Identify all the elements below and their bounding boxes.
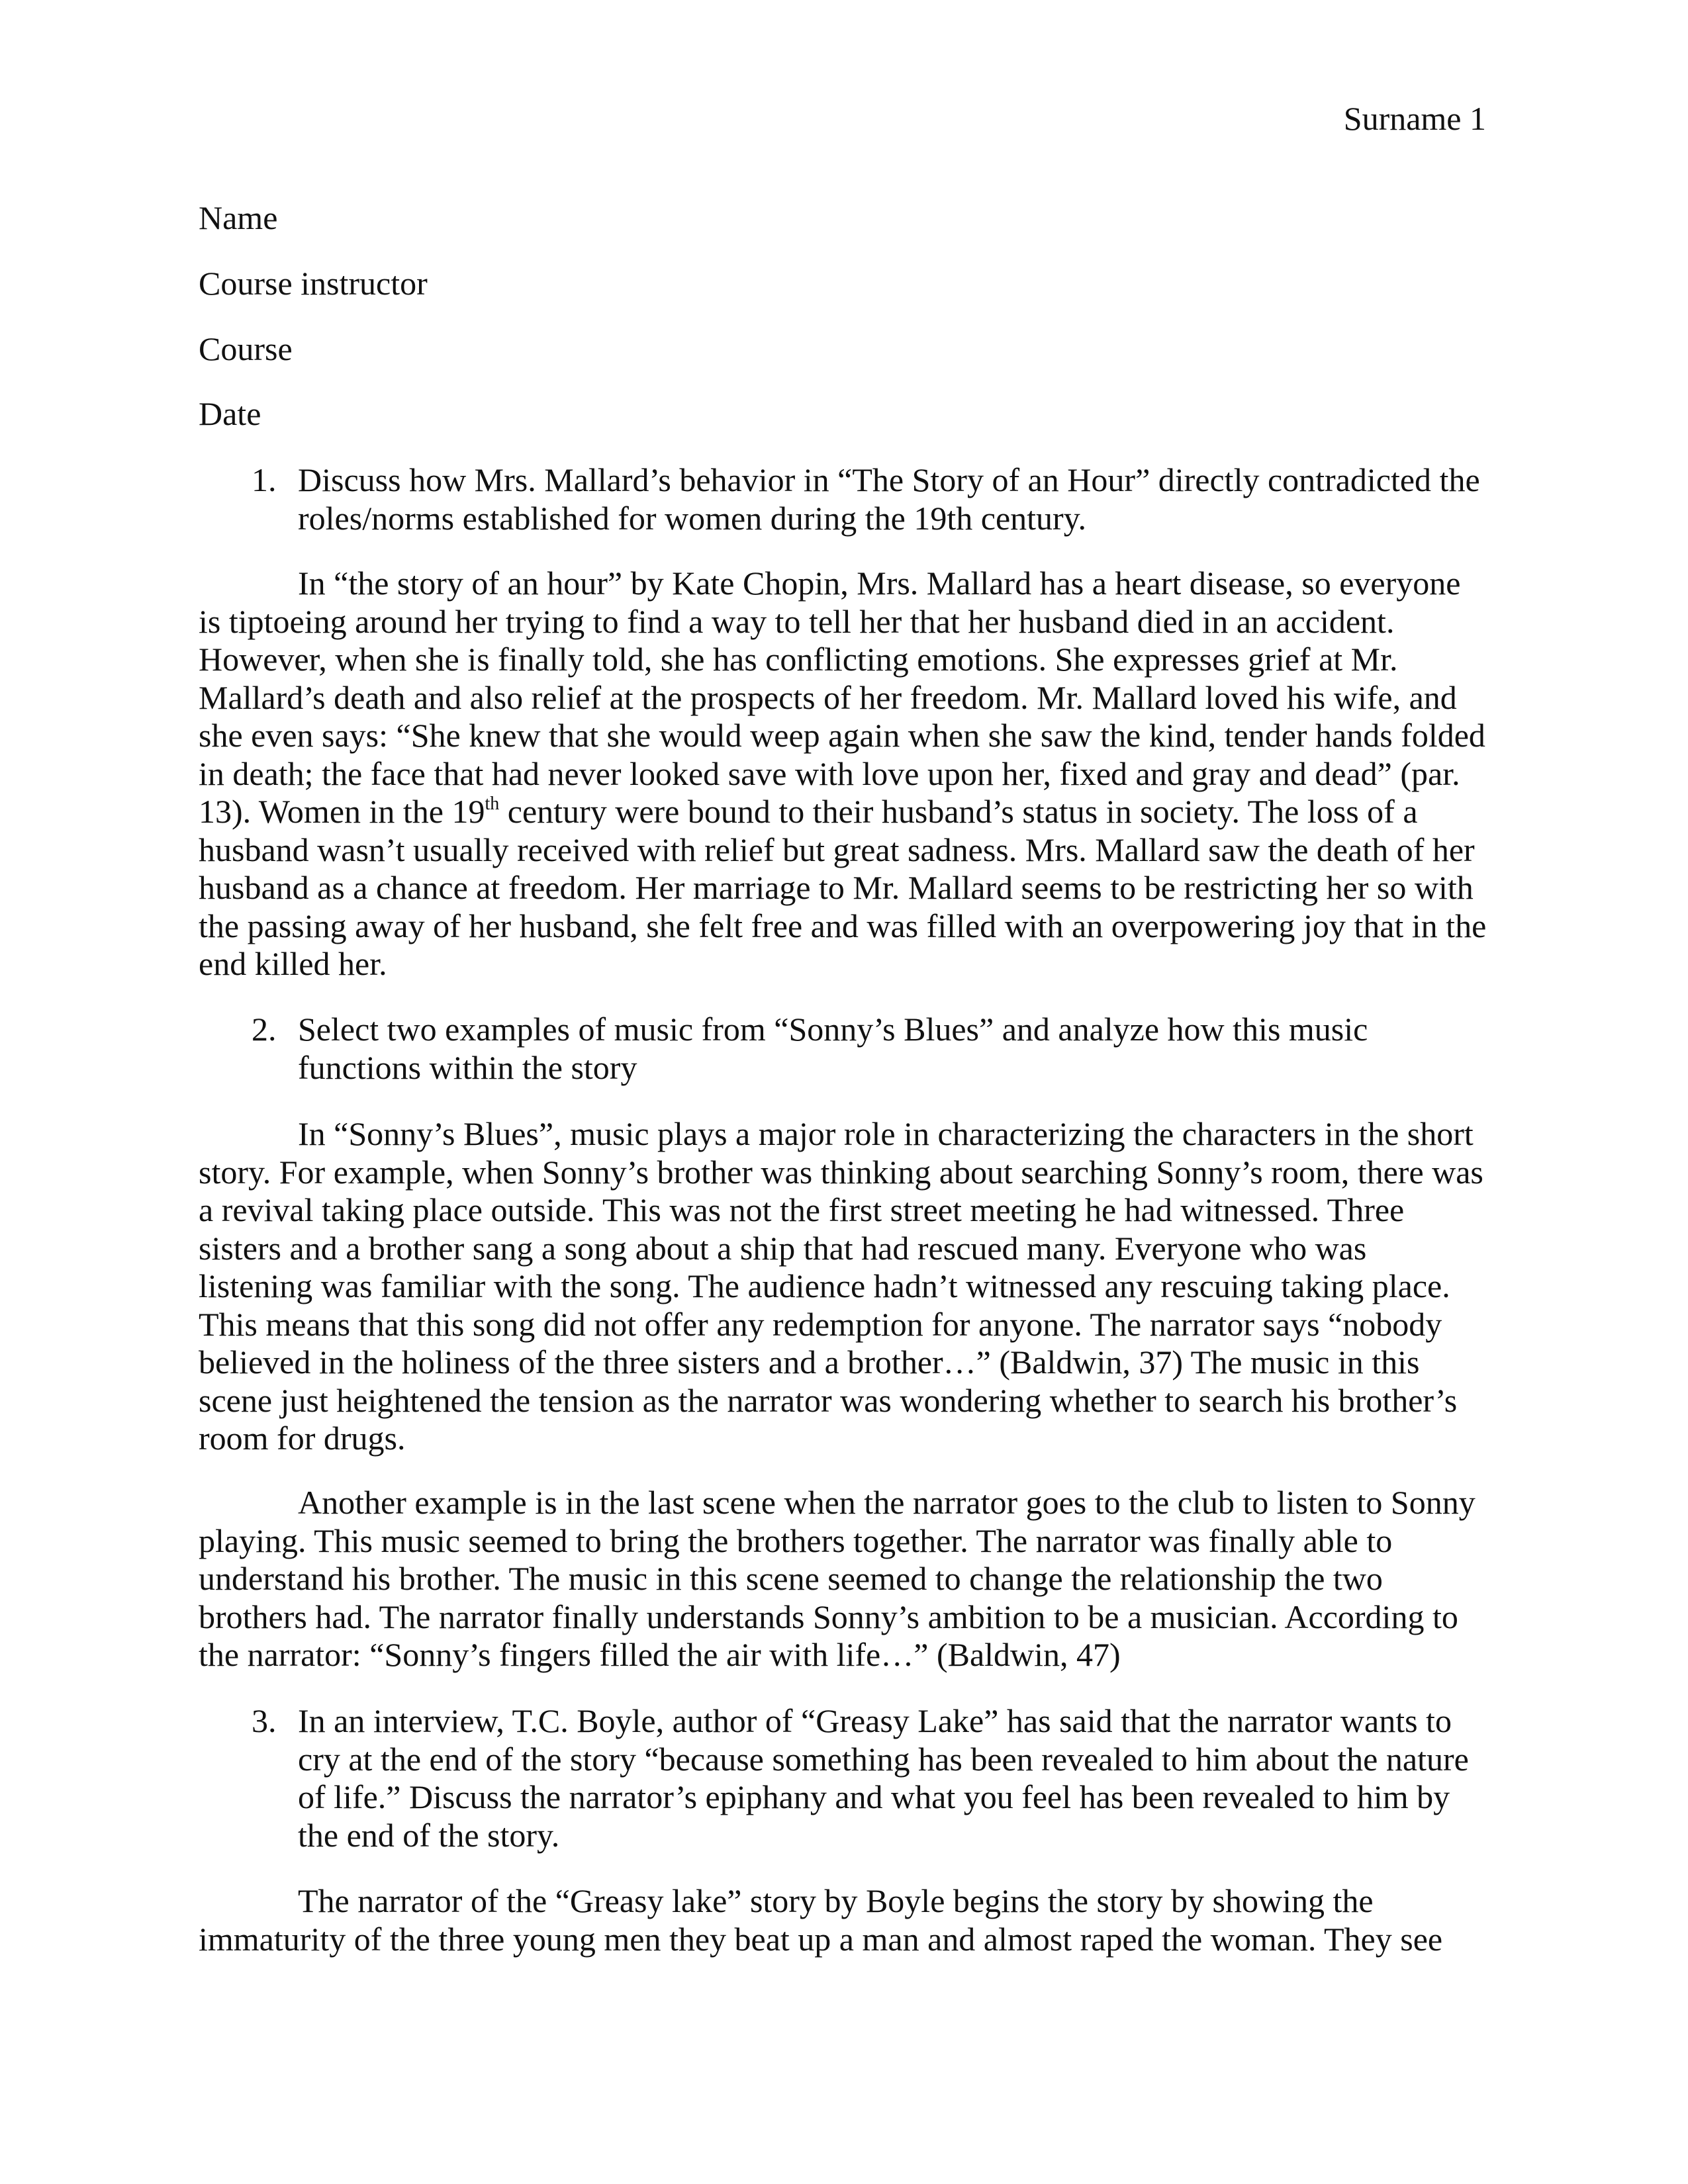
- paragraph-line: a revival taking place outside. This was not the first street meeting he had witnessed. Three: [199, 1191, 1405, 1229]
- superscript: th: [485, 794, 500, 815]
- paragraph-line: she even says: “She knew that she would weep again when she saw the kind, tender hands folded: [199, 717, 1485, 754]
- running-head: Surname 1: [1343, 100, 1486, 138]
- answer-paragraph: [199, 1115, 1489, 1458]
- course: Course: [199, 330, 293, 368]
- course-instructor: Course instructor: [199, 265, 428, 302]
- answer-paragraph: [199, 1882, 1489, 1958]
- student-name: Name: [199, 199, 278, 237]
- question-text: [298, 1011, 1489, 1087]
- paragraph-line: In “the story of an hour” by Kate Chopin, Mrs. Mallard has a heart disease, so everyone: [298, 565, 1461, 602]
- question-line: Select two examples of music from “Sonny’s Blues” and analyze how this music: [298, 1011, 1368, 1048]
- paragraph-line: the narrator: “Sonny’s fingers filled the air with life…” (Baldwin, 47): [199, 1636, 1121, 1674]
- question-3: [199, 1702, 1489, 1854]
- answer-paragraph: [199, 1484, 1489, 1674]
- question-number: 1.: [252, 461, 277, 499]
- question-text: [298, 461, 1489, 537]
- question-line: cry at the end of the story “because something has been revealed to him about the nature: [298, 1740, 1469, 1778]
- paragraph-line: husband as a chance at freedom. Her marriage to Mr. Mallard seems to be restricting her so with: [199, 869, 1474, 907]
- paragraph-line: in death; the face that had never looked save with love upon her, fixed and gray and dead” (par.: [199, 754, 1460, 792]
- question-line: Discuss how Mrs. Mallard’s behavior in “The Story of an Hour” directly contradicted the: [298, 461, 1480, 499]
- paragraph-line: [199, 793, 1489, 831]
- paragraph-line: In “Sonny’s Blues”, music plays a major role in characterizing the characters in the short: [298, 1115, 1474, 1153]
- paragraph-line: listening was familiar with the song. The audience hadn’t witnessed any rescuing taking place.: [199, 1267, 1450, 1305]
- question-number: 2.: [252, 1011, 277, 1048]
- paragraph-line: scene just heightened the tension as the narrator was wondering whether to search his brother’s: [199, 1381, 1458, 1419]
- question-line: the end of the story.: [298, 1816, 560, 1854]
- paragraph-line: brothers had. The narrator finally understands Sonny’s ambition to be a musician. According to: [199, 1598, 1458, 1635]
- paragraph-line: the passing away of her husband, she felt free and was filled with an overpowering joy that in the: [199, 907, 1487, 944]
- paragraph-line: Another example is in the last scene when the narrator goes to the club to listen to Sonny: [298, 1484, 1476, 1522]
- date: Date: [199, 395, 261, 433]
- paragraph-line: Mallard’s death and also relief at the prospects of her freedom. Mr. Mallard loved his wife, and: [199, 678, 1457, 716]
- paragraph-line: This means that this song did not offer any redemption for anyone. The narrator says “nobody: [199, 1305, 1442, 1343]
- question-1: [199, 461, 1489, 537]
- question-2: [199, 1011, 1489, 1087]
- paragraph-line: immaturity of the three young men they beat up a man and almost raped the woman. They see: [199, 1920, 1443, 1958]
- question-line: of life.” Discuss the narrator’s epiphany and what you feel has been revealed to him by: [298, 1778, 1450, 1816]
- paragraph-line: The narrator of the “Greasy lake” story by Boyle begins the story by showing the: [298, 1882, 1374, 1920]
- paragraph-line: However, when she is finally told, she has conflicting emotions. She expresses grief at Mr.: [199, 641, 1398, 678]
- question-text: [298, 1702, 1489, 1854]
- paragraph-line: story. For example, when Sonny’s brother was thinking about searching Sonny’s room, there was: [199, 1153, 1483, 1191]
- text-run: 13). Women in the 19: [199, 793, 485, 831]
- paragraph-line: understand his brother. The music in this scene seemed to change the relationship the two: [199, 1560, 1383, 1598]
- question-line: roles/norms established for women during the 19th century.: [298, 499, 1086, 537]
- question-line: In an interview, T.C. Boyle, author of “Greasy Lake” has said that the narrator wants to: [298, 1702, 1452, 1740]
- paragraph-line: husband wasn’t usually received with relief but great sadness. Mrs. Mallard saw the death of her: [199, 831, 1475, 868]
- paragraph-line: playing. This music seemed to bring the brothers together. The narrator was finally able to: [199, 1522, 1393, 1559]
- text-run: century were bound to their husband’s status in society. The loss of a: [499, 793, 1418, 831]
- paragraph-line: believed in the holiness of the three sisters and a brother…” (Baldwin, 37) The music in this: [199, 1343, 1420, 1381]
- question-line: functions within the story: [298, 1048, 637, 1086]
- paragraph-line: sisters and a brother sang a song about a ship that had rescued many. Everyone who was: [199, 1229, 1367, 1267]
- paragraph-line: is tiptoeing around her trying to find a way to tell her that her husband died in an accident.: [199, 602, 1395, 640]
- paragraph-line: end killed her.: [199, 945, 387, 983]
- answer-paragraph: [199, 565, 1489, 983]
- question-number: 3.: [252, 1702, 277, 1740]
- paragraph-line: room for drugs.: [199, 1420, 406, 1457]
